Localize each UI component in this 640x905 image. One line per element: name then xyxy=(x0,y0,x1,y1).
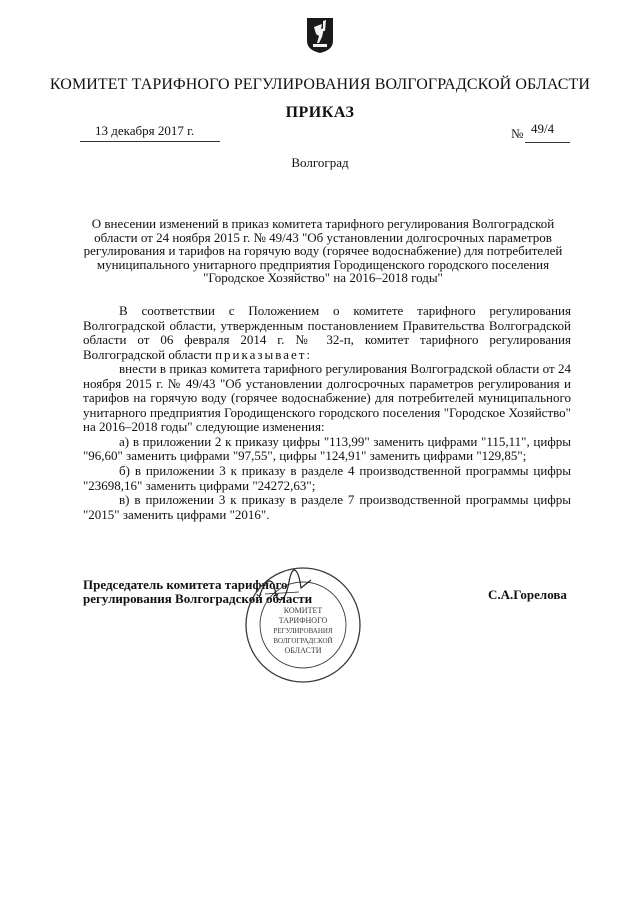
signatory-title-line: Председатель комитета тарифного xyxy=(83,577,288,592)
order-number: 49/4 xyxy=(531,121,555,136)
city: Волгоград xyxy=(291,155,349,170)
agency-name: КОМИТЕТ ТАРИФНОГО РЕГУЛИРОВАНИЯ ВОЛГОГРАДСКОЙ ОБЛАСТИ xyxy=(49,76,591,93)
subject-line: регулирования и тарифов на горячую воду (горячее водоснабжение) для потребителей xyxy=(83,243,563,259)
orders-word: приказывает: xyxy=(215,346,313,362)
stamp-text: ОБЛАСТИ xyxy=(284,646,322,655)
subject-line: области от 24 ноября 2015 г. № 49/43 "Об установлении долгосрочных параметров xyxy=(94,229,552,245)
number-sign: № xyxy=(511,126,524,141)
number-underline xyxy=(525,142,570,143)
item-b: б) в приложении 3 к приказу в разделе 4 производственной программы цифры "23698,16" заменить цифрами "24272,63"; xyxy=(83,463,571,493)
date-underline xyxy=(80,141,220,142)
stamp-text: РЕГУЛИРОВАНИЯ xyxy=(273,627,333,635)
handwritten-signature xyxy=(255,568,315,608)
order-date: 13 декабря 2017 г. xyxy=(95,123,195,138)
signatory-name: С.А.Горелова xyxy=(488,587,567,602)
main-paragraph: внести в приказ комитета тарифного регулирования Волгоградской области от 24 ноября 2015 г. № 49/43 "Об установлении долгосрочных параметров регулирования и тарифов на горячую воду (горячее водоснабжение) для потребителей муниципального унитарного предприятия Городищенского городского поселения "Городское Хозяйство" на 2016–2018 годы" следующие изменения: xyxy=(83,361,571,435)
item-a: а) в приложении 2 к приказу цифры "113,99" заменить цифрами "115,11", цифры "96,60" заменить цифрами "97,55", цифры "124,91" заменить цифрами "129,85"; xyxy=(83,433,571,464)
stamp-text: ВОЛГОГРАДСКОЙ xyxy=(273,637,333,645)
subject-line: муниципального унитарного предприятия Городищенского городского поселения xyxy=(96,256,550,272)
document-type: ПРИКАЗ xyxy=(285,104,355,121)
volgograd-coat-of-arms-icon xyxy=(306,17,334,54)
preamble-text: В соответствии с Положением о комитете тарифного регулирования Волгоградской области, утвержденным постановлением Правительства Волгоградской области от 06 февраля 2014 г. № 32-п, комитет тарифного регулирования Волгоградской области xyxy=(83,303,571,362)
order-subject xyxy=(78,217,568,285)
subject-line: "Городское Хозяйство" на 2016–2018 годы" xyxy=(203,270,443,286)
preamble-paragraph xyxy=(83,304,571,362)
order-body xyxy=(83,304,571,522)
subject-line: О внесении изменений в приказ комитета тарифного регулирования Волгоградской xyxy=(91,216,555,231)
signatory-title-line: регулирования Волгоградской области xyxy=(83,591,313,606)
stamp-text: ТАРИФНОГО xyxy=(278,616,328,625)
item-c: в) в приложении 3 к приказу в разделе 7 производственной программы цифры "2015" заменить цифрами "2016". xyxy=(83,492,571,522)
stamp-text: КОМИТЕТ xyxy=(283,606,323,615)
